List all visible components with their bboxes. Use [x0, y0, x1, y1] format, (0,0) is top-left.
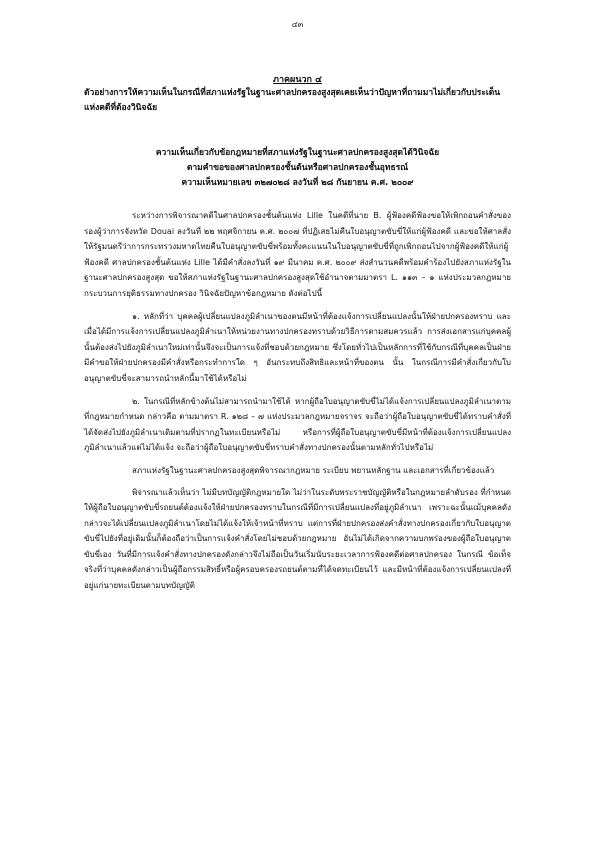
paragraph-intro: ระหว่างการพิจารณาคดีในศาลปกครองชั้นต้นแห่ง Lille ในคดีที่นาย B. ผู้ฟ้องคดีฟ้องขอให้เพิกถอนคำสั่งของรองผู้ว่าการจังหวัด Douai ลงวันที่ ๒๒ พฤศจิกายน ค.ศ. ๒๐๐๗ ที่ปฏิเสธไม่คืนใบอนุญาตขับขี่ให้แก่ผู้ฟ้องคดี และขอให้ศาลสั่งให้รัฐมนตรีว่าการกระทรวงมหาดไทยคืนใบอนุญาตขับขี่พร้อมทั้งคะแนนในใบอนุญาตขับขี่ที่ถูกเพิกถอนไปจากผู้ฟ้องคดีให้แก่ผู้ฟ้องคดี ศาลปกครองชั้นต้นแห่ง Lille ได้มีคำสั่งลงวันที่ ๑๙ มีนาคม ค.ศ. ๒๐๐๙ ส่งสำนวนคดีพร้อมคำร้องไปยังสภาแห่งรัฐในฐานะศาลปกครองสูงสุด ขอให้สภาแห่งรัฐในฐานะศาลปกครองสูงสุดใช้อำนาจตามมาตรา L. ๑๑๓ – ๑ แห่งประมวลกฎหมายกระบวนการยุติธรรมทางปกครอง วินิจฉัยปัญหาข้อกฎหมาย ดังต่อไปนี้	[84, 211, 511, 298]
heading-line-3: ความเห็นหมายเลข ๓๒๗๐๒๘ ลงวันที่ ๒๘ กันยายน ค.ศ. ๒๐๐๙	[181, 178, 414, 188]
paragraph-question-2: ๒. ในกรณีที่หลักข้างต้นไม่สามารถนำมาใช้ได้ หากผู้ถือใบอนุญาตขับขี่ไม่ได้แจ้งการเปลี่ยนแปลงภูมิลำเนาตามที่กฎหมายกำหนด กล่าวคือ ตามมาตรา R. ๑๒๘ – ๗ แห่งประมวลกฎหมายจราจร จะถือว่าผู้ถือใบอนุญาตขับขี่ได้ทราบคำสั่งที่ได้จัดส่งไปยังภูมิลำเนาเดิมตามที่ปรากฏในทะเบียนหรือไม่ หรือการที่ผู้ถือใบอนุญาตขับขี่มีหน้าที่ต้องแจ้งการเปลี่ยนแปลงภูมิลำเนาแล้วแต่ไม่ได้แจ้ง จะถือว่าผู้ถือใบอนุญาตขับขี่ทราบคำสั่งทางปกครองนั้นตามหลักทั่วไปหรือไม่	[84, 396, 511, 453]
document-body	[84, 208, 511, 601]
annex-title: ภาคผนวก ๔	[273, 75, 322, 85]
paragraph-question-1: ๑. หลักที่ว่า บุคคลผู้เปลี่ยนแปลงภูมิลำเนาของตนมีหน้าที่ต้องแจ้งการเปลี่ยนแปลงนั้นให้ฝ่ายปกครองทราบ และเมื่อได้มีการแจ้งการเปลี่ยนแปลงภูมิลำเนาให้หน่วยงานทางปกครองทราบด้วยวิธีการตามสมควรแล้ว การส่งเอกสารแก่บุคคลผู้นั้นต้องส่งไปยังภูมิลำเนาใหม่เท่านั้นจึงจะเป็นการแจ้งที่ชอบด้วยกฎหมาย ซึ่งโดยทั่วไปเป็นหลักการที่ใช้กับกรณีที่บุคคลเป็นฝ่ายมีคำขอให้ฝ่ายปกครองมีคำสั่งหรือกระทำการใด ๆ อันกระทบถึงสิทธิและหน้าที่ของตน นั้น ในกรณีการมีคำสั่งเกี่ยวกับใบอนุญาตขับขี่จะสามารถนำหลักนี้มาใช้ได้หรือไม่	[84, 311, 511, 383]
paragraph-consideration: สภาแห่งรัฐในฐานะศาลปกครองสูงสุดพิจารณากฎหมาย ระเบียบ พยานหลักฐาน และเอกสารที่เกี่ยวข้องแล้ว	[132, 465, 495, 475]
heading-line-2: ตามคำขอของศาลปกครองชั้นต้นหรือศาลปกครองชั้นอุทธรณ์	[186, 163, 409, 173]
page-number: ๔๓	[291, 20, 304, 29]
heading-line-1: ความเห็นเกี่ยวกับข้อกฎหมายที่สภาแห่งรัฐในฐานะศาลปกครองสูงสุดได้วินิจฉัย	[155, 148, 440, 158]
paragraph-opinion: พิจารณาแล้วเห็นว่า ไม่มีบทบัญญัติกฎหมายใด ไม่ว่าในระดับพระราชบัญญัติหรือในกฎหมายลำดับรอง ที่กำหนดให้ผู้ถือใบอนุญาตขับขี่รถยนต์ต้องแจ้งให้ฝ่ายปกครองทราบในกรณีที่มีการเปลี่ยนแปลงที่อยู่ภูมิลำเนา เพราะฉะนั้นแม้บุคคลดังกล่าวจะได้เปลี่ยนแปลงภูมิลำเนาโดยไม่ได้แจ้งให้เจ้าหน้าที่ทราบ แต่การที่ฝ่ายปกครองส่งคำสั่งทางปกครองเกี่ยวกับใบอนุญาตขับขี่ไปยังที่อยู่เดิมนั้นก็ต้องถือว่าเป็นการแจ้งคำสั่งโดยไม่ชอบด้วยกฎหมาย อันไม่ได้เกิดจากความบกพร่องของผู้ถือใบอนุญาตขับขี่เอง วันที่มีการแจ้งคำสั่งทางปกครองดังกล่าวจึงไม่ถือเป็นวันเริ่มนับระยะเวลาการฟ้องคดีต่อศาลปกครอง ในกรณี ข้อเท็จจริงที่ว่าบุคคลดังกล่าวเป็นผู้ถือกรรมสิทธิ์หรือผู้ครอบครองรถยนต์ตามที่ได้จดทะเบียนไว้ และมีหน้าที่ต้องแจ้งการเปลี่ยนแปลงที่อยู่แก่นายทะเบียนตามบทบัญญัติ	[84, 487, 511, 591]
annex-caption: ตัวอย่างการให้ความเห็นในกรณีที่สภาแห่งรัฐในฐานะศาลปกครองสูงสุดเคยเห็นว่าปัญหาที่ถามมาไม่เกี่ยวกับประเด็นแห่งคดีที่ต้องวินิจฉัย	[84, 88, 501, 113]
opinion-heading	[84, 146, 511, 191]
